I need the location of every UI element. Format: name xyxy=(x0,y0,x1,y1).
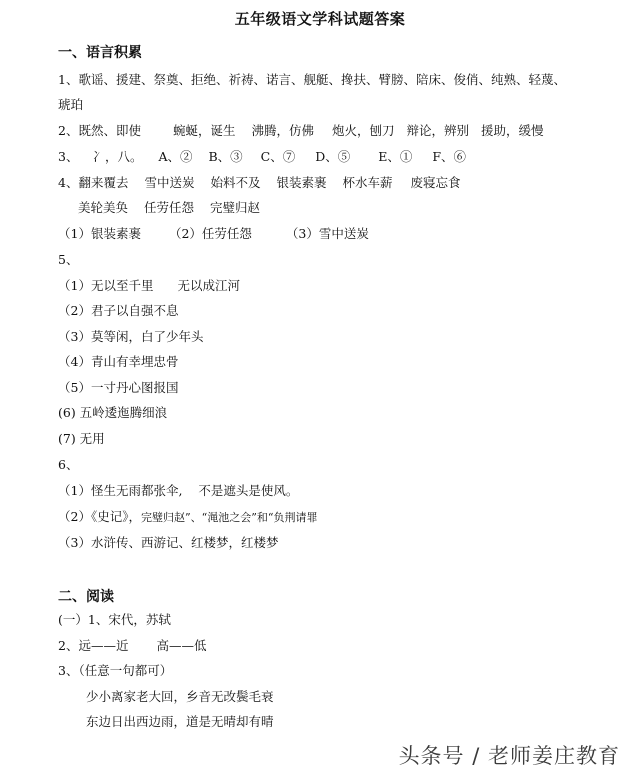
q4-idiom-6: 废寝忘食 xyxy=(410,175,461,190)
q4-idiom-7: 美轮美奂 xyxy=(78,200,129,215)
poem-line-2: 东边日出西边雨，道是无晴却有晴 xyxy=(86,714,274,729)
q4-line-3 xyxy=(58,226,369,242)
q2-number: 2、 xyxy=(58,123,79,138)
q2-pair-3: 沸腾，仿佛 xyxy=(251,123,314,138)
q2-line xyxy=(58,123,543,139)
q6-line-2b: 完璧归赵”、“渑池之会”和“负荆请罪 xyxy=(140,511,318,524)
q2-pair-2: 蜿蜒，诞生 xyxy=(172,123,236,138)
q1-line-1: 1、歌谣、援建、祭奠、拒绝、祈祷、诺言、舰艇、搀扶、臂膀、陪床、俊俏、纯熟、轻蔑、 xyxy=(58,72,566,87)
q4-answer-1: （1）银装素裹 xyxy=(58,226,141,241)
q6-line-1b: 不是遮头是使风。 xyxy=(198,483,299,498)
q2-pair-6: 援助，缓慢 xyxy=(480,123,544,138)
q5-line-2: （2）君子以自强不息 xyxy=(58,303,179,318)
q5-line-1b: 无以成江河 xyxy=(177,278,240,293)
q6-number: 6、 xyxy=(58,457,79,472)
watermark: 头条号 / 老师姜庄教育 xyxy=(398,744,620,768)
q2-pair-4: 炮火，刨刀 xyxy=(331,123,395,138)
q4-idiom-5: 杯水车薪 xyxy=(342,175,393,190)
q4-number: 4、 xyxy=(58,175,79,190)
q4-idiom-1: 翻来覆去 xyxy=(78,175,129,190)
q5-number: 5、 xyxy=(58,252,79,267)
q5-line-5: （5）一寸丹心图报国 xyxy=(58,380,179,395)
reading-line-2a: 2、远——近 xyxy=(58,638,129,653)
q3-a: A、② xyxy=(158,149,193,164)
q5-line-7: (7) 无用 xyxy=(58,431,105,446)
q4-answer-3: （3）雪中送炭 xyxy=(285,226,369,241)
q4-idiom-9: 完璧归赵 xyxy=(210,200,261,215)
q4-line-2 xyxy=(78,200,260,216)
reading-line-1: (一）1、宋代，苏轼 xyxy=(58,612,171,627)
q4-idiom-3: 始料不及 xyxy=(210,175,261,190)
q6-line-2a: （2）《史记》， xyxy=(58,509,141,524)
q5-line-3: （3）莫等闲，白了少年头 xyxy=(58,329,204,344)
q3-b: B、③ xyxy=(208,149,243,164)
q3-c: C、⑦ xyxy=(260,149,296,164)
q6-line-2 xyxy=(58,509,317,526)
q6-line-1a: （1）怪生无雨都张伞, xyxy=(58,483,183,498)
q5-line-4: （4）青山有幸埋忠骨 xyxy=(58,354,179,369)
poem-line-1: 少小离家老大回，乡音无改鬓毛衰 xyxy=(86,689,274,704)
q2-pair-1: 既然、即使 xyxy=(78,123,141,138)
q3-d: D、⑤ xyxy=(315,149,351,164)
q3-f: F、⑥ xyxy=(432,149,467,164)
page-title: 五年级语文学科试题答案 xyxy=(234,10,406,28)
section-heading-2: 二、阅读 xyxy=(58,589,114,605)
q2-pair-5: 辩论，辨别 xyxy=(406,123,469,138)
reading-line-3: 3、（任意一句都可） xyxy=(58,663,173,678)
reading-line-2b: 高——低 xyxy=(156,638,207,653)
q1-line-2: 琥珀 xyxy=(58,97,84,112)
q3-line xyxy=(58,149,466,165)
q4-answer-2: （2）任劳任怨 xyxy=(168,226,252,241)
section-heading-1: 一、语言积累 xyxy=(58,45,142,61)
q6-line-3: （3）水浒传、西游记、红楼梦，红楼梦 xyxy=(58,535,279,550)
q3-stroke: 冫，八。 xyxy=(92,149,143,164)
reading-line-2 xyxy=(58,638,206,654)
q5-line-1a: （1）无以至千里 xyxy=(58,278,154,293)
q5-line-1 xyxy=(58,278,240,294)
q4-idiom-8: 任劳任怨 xyxy=(144,200,195,215)
q4-idiom-2: 雪中送炭 xyxy=(144,175,195,190)
q5-line-6: (6) 五岭逶迤腾细浪 xyxy=(58,405,168,420)
q4-line-1 xyxy=(58,175,460,191)
q4-idiom-4: 银装素裹 xyxy=(276,175,327,190)
q3-number: 3、 xyxy=(58,149,79,164)
q3-e: E、① xyxy=(378,149,413,164)
q6-line-1 xyxy=(58,483,298,499)
